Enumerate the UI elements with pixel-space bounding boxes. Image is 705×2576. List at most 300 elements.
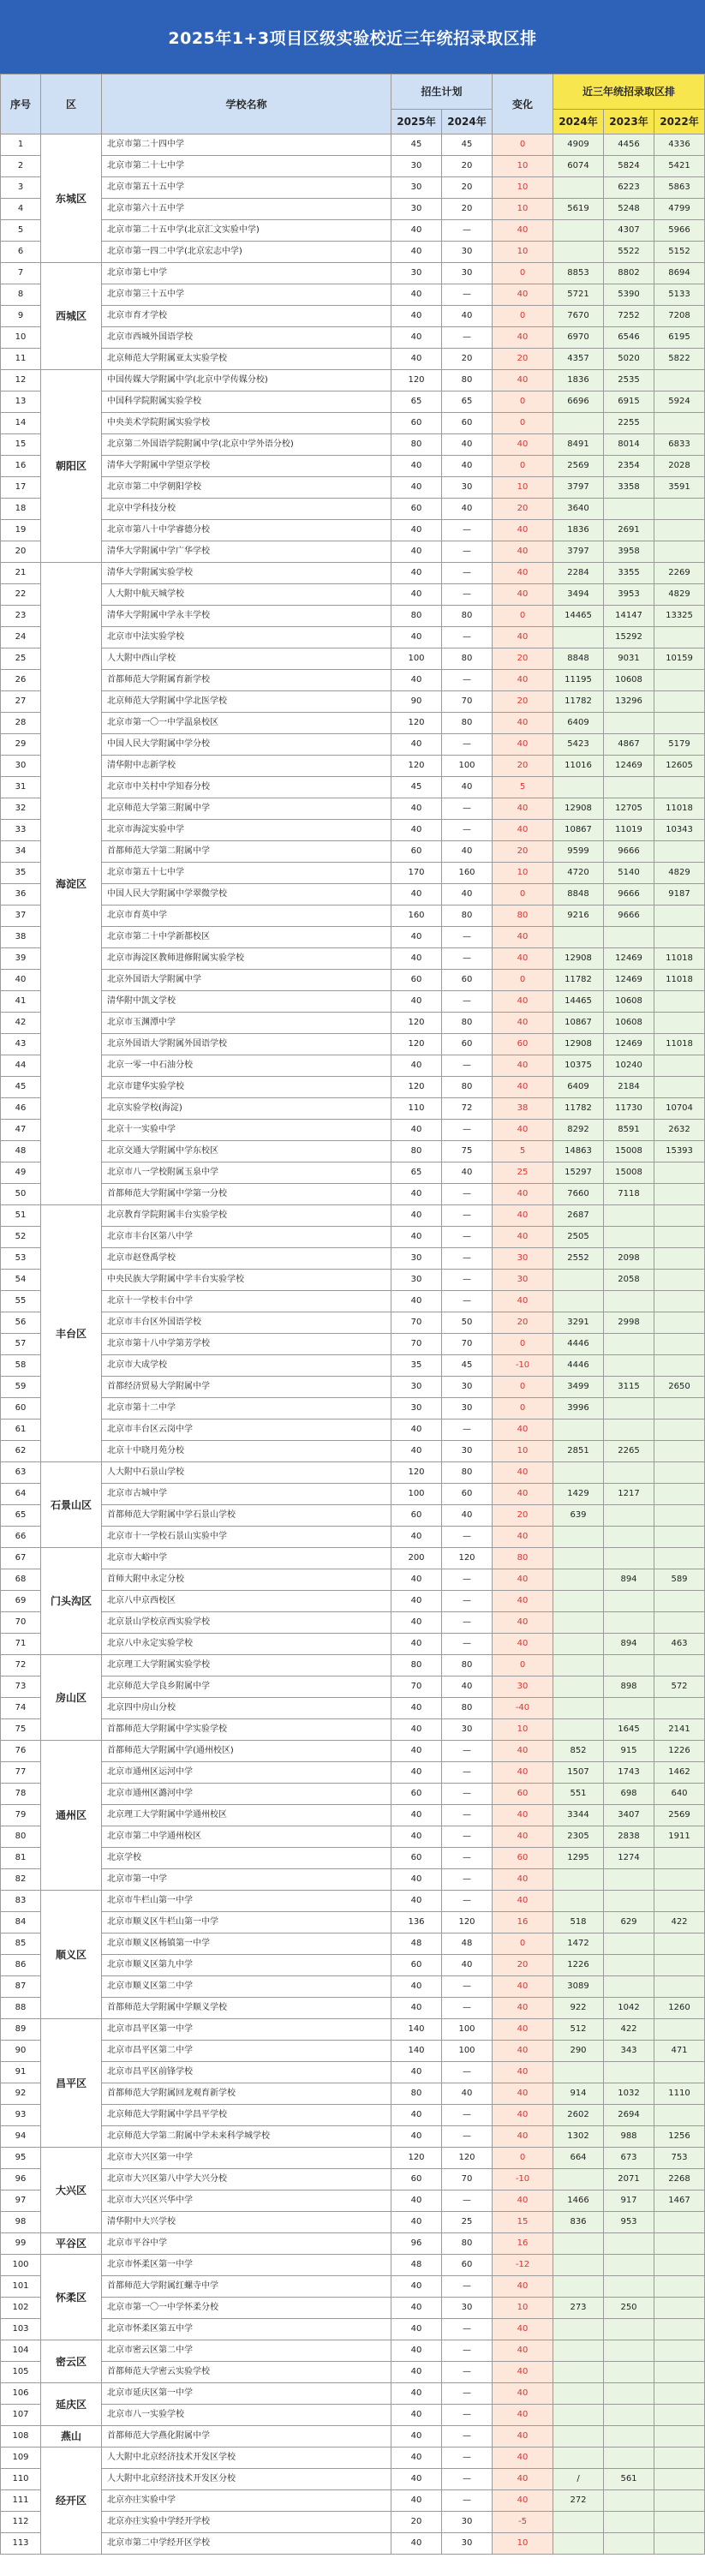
plan-2025: 60 (391, 1784, 442, 1805)
table-row (1, 456, 705, 477)
row-no: 86 (1, 1955, 41, 1976)
change-value: 0 (493, 606, 553, 627)
rank-2023: 14147 (604, 606, 654, 627)
school-name: 北京市顺义区第九中学 (102, 1955, 391, 1976)
plan-2024: 40 (442, 884, 493, 905)
district-name: 海淀区 (41, 563, 102, 1205)
table-row (1, 2298, 705, 2319)
school-name: 首都师范大学第二附属中学 (102, 841, 391, 863)
admission-table (0, 74, 705, 2555)
row-no: 37 (1, 905, 41, 927)
school-name: 北京师范大学附属中学北医学校 (102, 691, 391, 713)
row-no: 24 (1, 627, 41, 648)
plan-2025: 40 (391, 306, 442, 327)
school-name: 北京市建华实验学校 (102, 1077, 391, 1098)
row-no: 10 (1, 327, 41, 349)
table-row (1, 777, 705, 798)
change-value: 40 (493, 1120, 553, 1141)
rank-2024 (553, 1719, 604, 1741)
rank-2024: 551 (553, 1784, 604, 1805)
rank-2022 (654, 691, 705, 713)
rank-2023: 12469 (604, 970, 654, 991)
rank-2023 (604, 1527, 654, 1548)
school-name: 北京市八一实验学校 (102, 2405, 391, 2426)
school-name: 北京市通州区潞河中学 (102, 1784, 391, 1805)
change-value: 60 (493, 1784, 553, 1805)
row-no: 45 (1, 1077, 41, 1098)
rank-2023: 8014 (604, 434, 654, 456)
school-name: 北京市第六十五中学 (102, 199, 391, 220)
rank-2022 (654, 1976, 705, 1998)
school-name: 北京市顺义区牛栏山第一中学 (102, 1912, 391, 1933)
school-name: 北京市第一〇一中学怀柔分校 (102, 2298, 391, 2319)
school-name: 北京市第五十五中学 (102, 177, 391, 199)
plan-2025: 30 (391, 263, 442, 284)
rank-2022: 11018 (654, 970, 705, 991)
rank-2024 (553, 1462, 604, 1484)
school-name: 北京市延庆区第一中学 (102, 2383, 391, 2405)
plan-2024: 160 (442, 863, 493, 884)
change-value: 0 (493, 2148, 553, 2169)
table-row (1, 1141, 705, 1162)
rank-2024 (553, 1655, 604, 1676)
rank-2022: 5863 (654, 177, 705, 199)
rank-2022 (654, 1398, 705, 1419)
change-value: 40 (493, 327, 553, 349)
row-no: 95 (1, 2148, 41, 2169)
rank-2022 (654, 841, 705, 863)
rank-2022: 589 (654, 1569, 705, 1591)
row-no: 49 (1, 1162, 41, 1184)
school-name: 北京中学科技分校 (102, 499, 391, 520)
plan-2025: 40 (391, 1612, 442, 1634)
plan-2024: — (442, 1805, 493, 1826)
school-name: 北京市第五十七中学 (102, 863, 391, 884)
plan-2024: — (442, 2062, 493, 2083)
table-row (1, 1462, 705, 1484)
row-no: 102 (1, 2298, 41, 2319)
school-name: 首都师范大学附属育新学校 (102, 670, 391, 691)
plan-2024: 40 (442, 434, 493, 456)
rank-2023: 5020 (604, 349, 654, 370)
plan-2024: — (442, 1055, 493, 1077)
rank-2022: 5133 (654, 284, 705, 306)
plan-2024: — (442, 2340, 493, 2362)
plan-2025: 100 (391, 648, 442, 670)
rank-2022 (654, 2298, 705, 2319)
row-no: 51 (1, 1205, 41, 1227)
school-name: 北京市中关村中学知春分校 (102, 777, 391, 798)
plan-2024: — (442, 2426, 493, 2447)
row-no: 68 (1, 1569, 41, 1591)
row-no: 13 (1, 391, 41, 413)
change-value: 40 (493, 1055, 553, 1077)
rank-2024: 4446 (553, 1334, 604, 1355)
change-value: 40 (493, 2405, 553, 2426)
school-name: 北京市牛栏山第一中学 (102, 1891, 391, 1912)
school-name: 北京市西城外国语学校 (102, 327, 391, 349)
table-row (1, 1034, 705, 1055)
table-row (1, 2490, 705, 2512)
change-value: 40 (493, 1998, 553, 2019)
school-name: 北京市第一四二中学(北京宏志中学) (102, 242, 391, 263)
change-value: 40 (493, 1184, 553, 1205)
rank-2024 (553, 627, 604, 648)
change-value: 0 (493, 391, 553, 413)
school-name: 北京师范大学附属中学昌平学校 (102, 2105, 391, 2126)
plan-2024: 30 (442, 1398, 493, 1419)
row-no: 70 (1, 1612, 41, 1634)
plan-2024: 80 (442, 370, 493, 391)
plan-2025: 60 (391, 2169, 442, 2190)
change-value: 40 (493, 820, 553, 841)
rank-2022 (654, 1955, 705, 1976)
rank-2022: 11018 (654, 948, 705, 970)
rank-2022: 2141 (654, 1719, 705, 1741)
district-name: 丰台区 (41, 1205, 102, 1462)
table-row (1, 1377, 705, 1398)
school-name: 北京十一学校丰台中学 (102, 1291, 391, 1312)
row-no: 92 (1, 2083, 41, 2105)
rank-2022 (654, 1248, 705, 1270)
change-value: 16 (493, 1912, 553, 1933)
rank-2022 (654, 1548, 705, 1569)
rank-2023: 10608 (604, 670, 654, 691)
table-row (1, 1955, 705, 1976)
school-name: 北京市怀柔区第一中学 (102, 2255, 391, 2276)
plan-2024: 40 (442, 1955, 493, 1976)
district-name: 西城区 (41, 263, 102, 370)
row-no: 84 (1, 1912, 41, 1933)
table-row (1, 1227, 705, 1248)
table-row (1, 1484, 705, 1505)
rank-2024: 9599 (553, 841, 604, 863)
row-no: 93 (1, 2105, 41, 2126)
school-name: 北京市古城中学 (102, 1484, 391, 1505)
plan-2025: 120 (391, 370, 442, 391)
change-value: -12 (493, 2255, 553, 2276)
plan-2025: 40 (391, 1719, 442, 1741)
row-no: 32 (1, 798, 41, 820)
rank-2024 (553, 1591, 604, 1612)
plan-2024: 20 (442, 349, 493, 370)
change-value: 10 (493, 1719, 553, 1741)
plan-2025: 40 (391, 927, 442, 948)
rank-2024: 290 (553, 2041, 604, 2062)
table-row (1, 1013, 705, 1034)
school-name: 北京市大兴区第八中学大兴分校 (102, 2169, 391, 2190)
school-name: 北京第二外国语学院附属中学(北京中学外语分校) (102, 434, 391, 456)
row-no: 41 (1, 991, 41, 1013)
rank-2024: 9216 (553, 905, 604, 927)
row-no: 44 (1, 1055, 41, 1077)
rank-2022 (654, 2233, 705, 2255)
rank-2024: 10375 (553, 1055, 604, 1077)
table-row (1, 2190, 705, 2212)
row-no: 20 (1, 541, 41, 563)
school-name: 北京市第二十五中学(北京汇文实验中学) (102, 220, 391, 242)
row-no: 52 (1, 1227, 41, 1248)
plan-2025: 40 (391, 2190, 442, 2212)
plan-2025: 40 (391, 1741, 442, 1762)
rank-2022 (654, 499, 705, 520)
rank-2023 (604, 2383, 654, 2405)
district-name: 顺义区 (41, 1891, 102, 2019)
school-name: 北京市大兴区兴华中学 (102, 2190, 391, 2212)
plan-2024: — (442, 541, 493, 563)
plan-2025: 60 (391, 413, 442, 434)
plan-2024: — (442, 2190, 493, 2212)
rank-2022 (654, 1505, 705, 1527)
plan-2024: 120 (442, 2148, 493, 2169)
rank-2024 (553, 2383, 604, 2405)
row-no: 9 (1, 306, 41, 327)
school-name: 北京市十一学校石景山实验中学 (102, 1527, 391, 1548)
plan-2025: 30 (391, 199, 442, 220)
school-name: 北京市第二十中学新都校区 (102, 927, 391, 948)
rank-2024: / (553, 2469, 604, 2490)
table-row (1, 1441, 705, 1462)
change-value: 40 (493, 1013, 553, 1034)
rank-2024: 1507 (553, 1762, 604, 1784)
rank-2022: 640 (654, 1784, 705, 1805)
rank-2023 (604, 1419, 654, 1441)
row-no: 72 (1, 1655, 41, 1676)
rank-2023: 2838 (604, 1826, 654, 1848)
plan-2025: 40 (391, 2426, 442, 2447)
plan-2025: 40 (391, 1227, 442, 1248)
row-no: 61 (1, 1419, 41, 1441)
rank-2023: 1645 (604, 1719, 654, 1741)
change-value: 40 (493, 1826, 553, 1848)
plan-2025: 40 (391, 2469, 442, 2490)
school-name: 北京实验学校(海淀) (102, 1098, 391, 1120)
school-name: 北京市第二中学经开区学校 (102, 2533, 391, 2555)
rank-2024: 1466 (553, 2190, 604, 2212)
plan-2024: — (442, 627, 493, 648)
table-body (1, 134, 705, 2555)
change-value: 16 (493, 2233, 553, 2255)
district-name: 门头沟区 (41, 1548, 102, 1655)
school-name: 北京一零一中石油分校 (102, 1055, 391, 1077)
rank-2023 (604, 927, 654, 948)
rank-2023: 4456 (604, 134, 654, 156)
plan-2025: 40 (391, 520, 442, 541)
rank-2023 (604, 1698, 654, 1719)
row-no: 38 (1, 927, 41, 948)
change-value: 0 (493, 134, 553, 156)
plan-2025: 48 (391, 2255, 442, 2276)
rank-2024 (553, 2276, 604, 2298)
rank-2022 (654, 2062, 705, 2083)
plan-2025: 40 (391, 2298, 442, 2319)
school-name: 清华大学附属中学望京学校 (102, 456, 391, 477)
plan-2025: 40 (391, 349, 442, 370)
plan-2025: 40 (391, 2105, 442, 2126)
table-row (1, 1162, 705, 1184)
table-row (1, 1077, 705, 1098)
row-no: 50 (1, 1184, 41, 1205)
rank-2023 (604, 2062, 654, 2083)
rank-2022 (654, 370, 705, 391)
change-value: 40 (493, 991, 553, 1013)
plan-2024: 100 (442, 2041, 493, 2062)
plan-2025: 40 (391, 563, 442, 584)
rank-2024 (553, 2512, 604, 2533)
header-change: 变化 (493, 75, 553, 134)
school-name: 北京市第二十四中学 (102, 134, 391, 156)
rank-2022 (654, 2362, 705, 2383)
rank-2024 (553, 2447, 604, 2469)
rank-2022: 4829 (654, 863, 705, 884)
plan-2024: 60 (442, 2255, 493, 2276)
rank-2023: 3115 (604, 1377, 654, 1398)
plan-2025: 140 (391, 2041, 442, 2062)
rank-2023: 6915 (604, 391, 654, 413)
change-value: 40 (493, 1419, 553, 1441)
school-name: 北京师范大学附属亚太实验学校 (102, 349, 391, 370)
school-name: 北京市第十二中学 (102, 1398, 391, 1419)
plan-2025: 40 (391, 1120, 442, 1141)
rank-2022 (654, 1184, 705, 1205)
rank-2023: 2998 (604, 1312, 654, 1334)
plan-2025: 40 (391, 284, 442, 306)
table-row (1, 1334, 705, 1355)
rank-2022: 5152 (654, 242, 705, 263)
rank-2024: 14863 (553, 1141, 604, 1162)
rank-2024 (553, 2533, 604, 2555)
plan-2025: 40 (391, 1976, 442, 1998)
rank-2024: 2851 (553, 1441, 604, 1462)
row-no: 18 (1, 499, 41, 520)
rank-2023 (604, 1462, 654, 1484)
district-name: 燕山 (41, 2426, 102, 2447)
table-row (1, 2469, 705, 2490)
plan-2024: — (442, 563, 493, 584)
row-no: 99 (1, 2233, 41, 2255)
rank-2024: 12908 (553, 948, 604, 970)
plan-2025: 96 (391, 2233, 442, 2255)
row-no: 71 (1, 1634, 41, 1655)
rank-2024: 3344 (553, 1805, 604, 1826)
table-row (1, 2512, 705, 2533)
rank-2022 (654, 1312, 705, 1334)
rank-2024: 1429 (553, 1484, 604, 1505)
plan-2024: — (442, 1184, 493, 1205)
row-no: 89 (1, 2019, 41, 2041)
rank-2024 (553, 1270, 604, 1291)
plan-2024: 65 (442, 391, 493, 413)
district-name: 东城区 (41, 134, 102, 263)
row-no: 88 (1, 1998, 41, 2019)
plan-2025: 40 (391, 242, 442, 263)
plan-2025: 70 (391, 1334, 442, 1355)
rank-2024: 11782 (553, 1098, 604, 1120)
rank-2022 (654, 1205, 705, 1227)
rank-2024: 2569 (553, 456, 604, 477)
plan-2024: 40 (442, 1162, 493, 1184)
plan-2025: 40 (391, 2319, 442, 2340)
plan-2024: — (442, 1248, 493, 1270)
change-value: 40 (493, 2126, 553, 2148)
plan-2024: 60 (442, 413, 493, 434)
plan-2024: 30 (442, 2512, 493, 2533)
rank-2024 (553, 413, 604, 434)
table-row (1, 606, 705, 627)
change-value: 40 (493, 2019, 553, 2041)
table-row (1, 948, 705, 970)
rank-2024: 11782 (553, 970, 604, 991)
rank-2022: 1462 (654, 1762, 705, 1784)
plan-2024: — (442, 2105, 493, 2126)
plan-2025: 40 (391, 1291, 442, 1312)
plan-2025: 100 (391, 1484, 442, 1505)
table-row (1, 306, 705, 327)
plan-2025: 40 (391, 456, 442, 477)
rank-2023: 13296 (604, 691, 654, 713)
table-row (1, 2340, 705, 2362)
change-value: 40 (493, 434, 553, 456)
plan-2025: 136 (391, 1912, 442, 1933)
plan-2024: 30 (442, 263, 493, 284)
rank-2022 (654, 1484, 705, 1505)
plan-2024: 60 (442, 1034, 493, 1055)
plan-2025: 40 (391, 820, 442, 841)
change-value: 5 (493, 1141, 553, 1162)
rank-2022: 753 (654, 2148, 705, 2169)
rank-2022: 4829 (654, 584, 705, 606)
rank-2024 (553, 1291, 604, 1312)
table-row (1, 2405, 705, 2426)
school-name: 中国科学院附属实验学校 (102, 391, 391, 413)
change-value: 40 (493, 520, 553, 541)
rank-2024: 922 (553, 1998, 604, 2019)
table-row (1, 927, 705, 948)
rank-2022: 463 (654, 1634, 705, 1655)
plan-2024: — (442, 798, 493, 820)
plan-2025: 40 (391, 1805, 442, 1826)
change-value: 40 (493, 220, 553, 242)
table-row (1, 370, 705, 391)
school-name: 北京市第七中学 (102, 263, 391, 284)
change-value: 20 (493, 1955, 553, 1976)
rank-2023 (604, 1955, 654, 1976)
rank-2023 (604, 2362, 654, 2383)
rank-2023 (604, 2533, 654, 2555)
school-name: 北京交通大学附属中学东校区 (102, 1141, 391, 1162)
table-row (1, 970, 705, 991)
row-no: 65 (1, 1505, 41, 1527)
plan-2024: — (442, 1976, 493, 1998)
rank-2022: 2269 (654, 563, 705, 584)
change-value: 0 (493, 970, 553, 991)
rank-2024 (553, 1698, 604, 1719)
table-row (1, 1698, 705, 1719)
school-name: 首都师范大学附属红螺寺中学 (102, 2276, 391, 2298)
school-name: 北京市昌平区前锋学校 (102, 2062, 391, 2083)
header-no: 序号 (1, 75, 41, 134)
header-rank-2023: 2023年 (604, 110, 654, 134)
change-value: 40 (493, 1891, 553, 1912)
row-no: 15 (1, 434, 41, 456)
row-no: 63 (1, 1462, 41, 1484)
rank-2024: 1302 (553, 2126, 604, 2148)
change-value: 20 (493, 499, 553, 520)
row-no: 30 (1, 756, 41, 777)
rank-2023: 8591 (604, 1120, 654, 1141)
row-no: 94 (1, 2126, 41, 2148)
plan-2025: 40 (391, 1869, 442, 1891)
